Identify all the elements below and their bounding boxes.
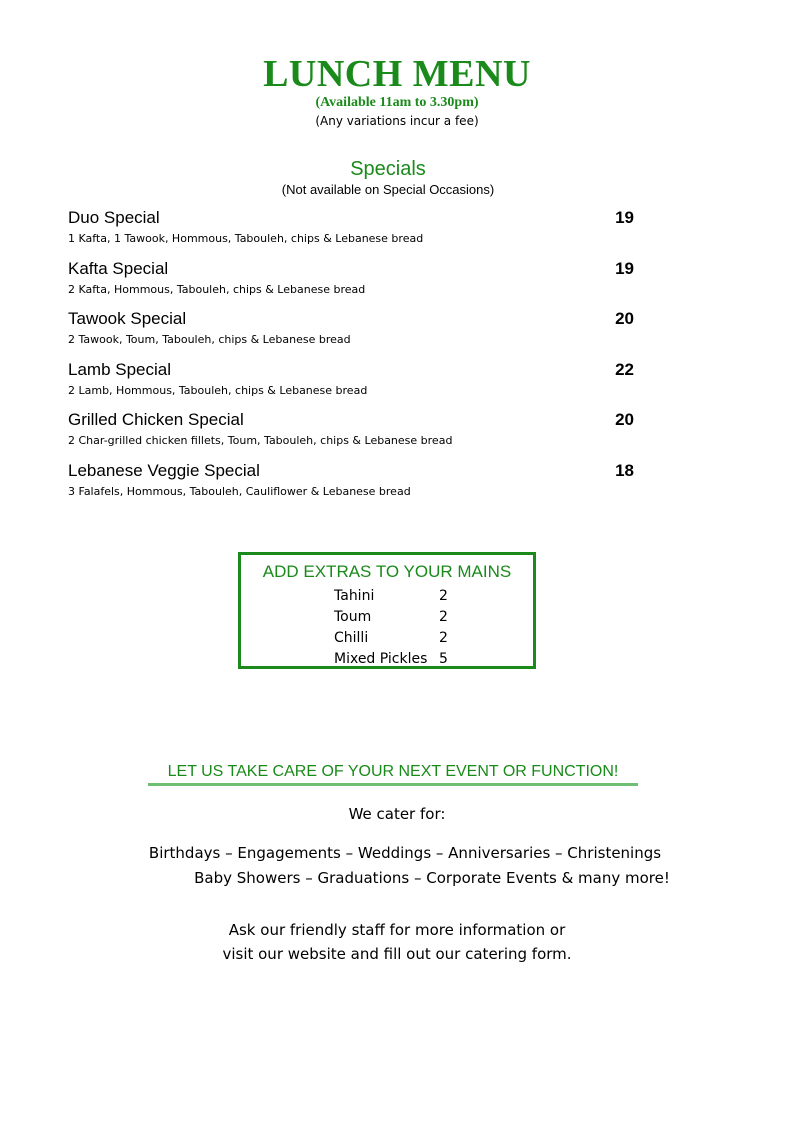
extras-box <box>238 552 536 669</box>
extra-name: Mixed Pickles <box>334 651 428 667</box>
item-name: Kafta Special <box>68 258 169 278</box>
item-name: Lamb Special <box>68 359 172 379</box>
item-name: Lebanese Veggie Special <box>68 460 260 480</box>
item-name: Grilled Chicken Special <box>68 410 244 430</box>
item-description: 3 Falafels, Hommous, Tabouleh, Cauliflower & Lebanese bread <box>68 484 411 498</box>
list-item <box>68 259 638 310</box>
info-line-2: visit our website and fill out our catering form. <box>222 945 572 963</box>
item-description: 1 Kafta, 1 Tawook, Hommous, Tabouleh, chips & Lebanese bread <box>68 232 424 245</box>
specials-heading: Specials <box>350 158 426 180</box>
extra-price: 2 <box>439 630 448 646</box>
list-item <box>68 309 638 360</box>
item-description: 2 Kafta, Hommous, Tabouleh, chips & Lebanese bread <box>68 282 366 296</box>
item-price: 20 <box>615 410 634 430</box>
list-item <box>68 461 638 512</box>
extra-price: 2 <box>439 588 448 604</box>
variations-note: (Any variations incur a fee) <box>315 114 479 128</box>
list-item <box>68 410 638 461</box>
info-line-1: Ask our friendly staff for more information or <box>228 921 566 939</box>
occasions-line-1: Birthdays – Engagements – Weddings – Anniversaries – Christenings <box>148 844 662 862</box>
item-description: 2 Char-grilled chicken fillets, Toum, Tabouleh, chips & Lebanese bread <box>68 434 453 448</box>
item-name: Tawook Special <box>68 309 187 329</box>
page-title: LUNCH MENU <box>263 53 531 95</box>
item-description: 2 Lamb, Hommous, Tabouleh, chips & Lebanese bread <box>68 383 368 397</box>
item-price: 18 <box>615 460 634 480</box>
extra-name: Chilli <box>334 630 369 646</box>
item-name: Duo Special <box>68 208 160 227</box>
extra-price: 5 <box>439 651 448 667</box>
extras-heading: ADD EXTRAS TO YOUR MAINS <box>262 562 512 581</box>
item-price: 20 <box>615 309 634 329</box>
item-price: 19 <box>615 258 634 278</box>
item-price: 19 <box>615 208 634 227</box>
event-heading-underline <box>148 783 638 786</box>
item-price: 22 <box>615 359 634 379</box>
occasions-line-2: Baby Showers – Graduations – Corporate Events & many more! <box>194 869 670 887</box>
item-description: 2 Tawook, Toum, Tabouleh, chips & Lebanese bread <box>68 333 351 347</box>
cater-for-text: We cater for: <box>348 805 446 823</box>
extra-name: Toum <box>334 609 372 625</box>
specials-list <box>68 208 638 512</box>
extra-price: 2 <box>439 609 448 625</box>
event-heading: LET US TAKE CARE OF YOUR NEXT EVENT OR FUNCTION! <box>167 763 619 780</box>
extra-name: Tahini <box>334 588 375 604</box>
list-item <box>68 360 638 411</box>
list-item <box>68 208 638 259</box>
specials-note: (Not available on Special Occasions) <box>281 182 495 197</box>
availability-note: (Available 11am to 3.30pm) <box>315 95 479 110</box>
